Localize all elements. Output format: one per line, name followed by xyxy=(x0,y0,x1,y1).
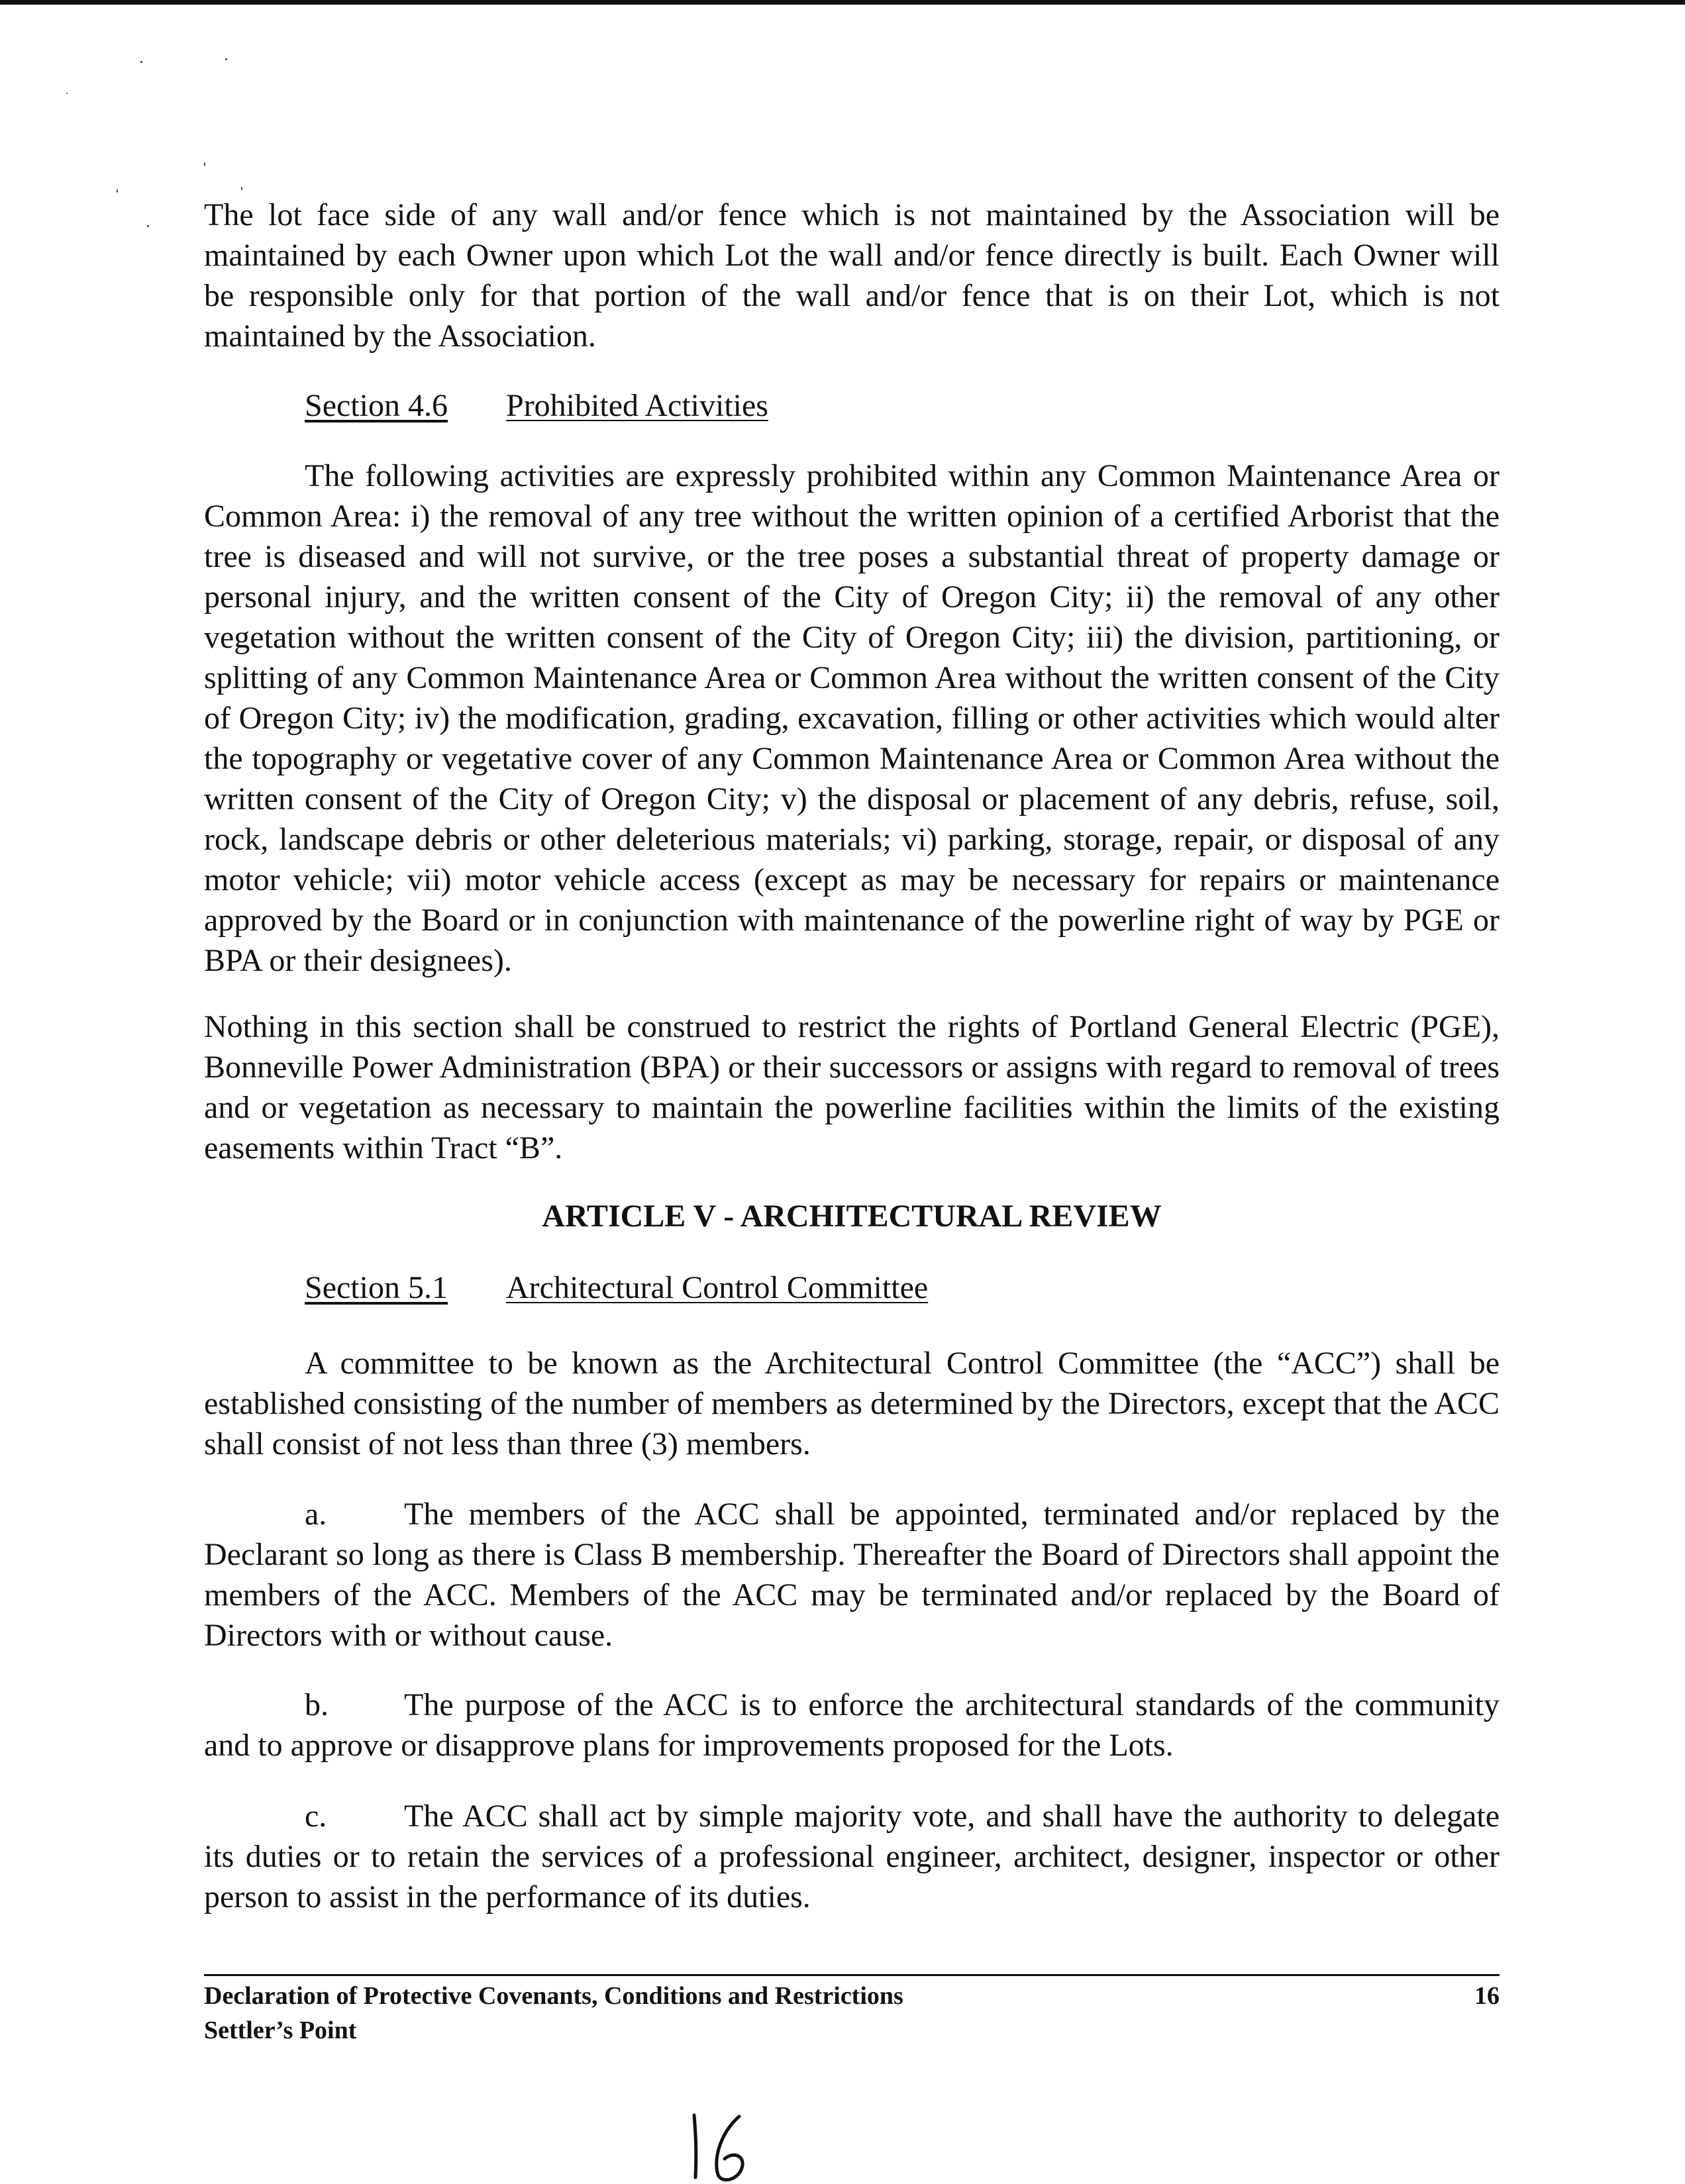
scan-speck xyxy=(204,162,205,166)
section-title: Prohibited Activities xyxy=(506,388,768,423)
list-marker: b. xyxy=(305,1687,329,1722)
section-4-6-paragraph-utility-rights: Nothing in this section shall be construed to restrict the rights of Portland General Electric (PGE), Bonneville Power Administration (BPA) or their successors or assigns with regard to removal of trees and or vegetation as necessary to maintain the powerline facilities within the limits of the existing easements within Tract “B”. xyxy=(204,1009,1500,1166)
article-heading: ARTICLE V - ARCHITECTURAL REVIEW xyxy=(542,1199,1162,1234)
section-number: Section 4.6 xyxy=(305,388,448,423)
section-4-6-heading xyxy=(305,385,768,426)
list-item-text: The members of the ACC shall be appointed, terminated and/or replaced by the Declarant so long as there is Class B membership. Thereafter the Board of Directors shall appoint the members of the ACC. Members of the ACC may be terminated and/or replaced by the Board of Directors with or without cause. xyxy=(204,1497,1500,1653)
footer-page-number: 16 xyxy=(1474,1982,1500,2010)
section-4-6-paragraph-prohibited-activities: The following activities are expressly prohibited within any Common Maintenance Area or Common Area: i) the removal of any tree without the written opinion of a certified Arborist that the tree is diseased and will not survive, or the tree poses a substantial threat of property damage or personal injury, and the written consent of the City of Oregon City; ii) the removal of any other vegetation without the written consent of the City of Oregon City; iii) the division, partitioning, or splitting of any Common Maintenance Area or Common Area without the written consent of the City of Oregon City; iv) the modification, grading, excavation, filling or other activities which would alter the topography or vegetative cover of any Common Maintenance Area or Common Area without the written consent of the City of Oregon City; v) the disposal or placement of any debris, refuse, soil, rock, landscape debris or other deleterious materials; vi) parking, storage, repair, or disposal of any motor vehicle; vii) motor vehicle access (except as may be necessary for repairs or maintenance approved by the Board or in conjunction with maintenance of the powerline right of way by PGE or BPA or their designees). xyxy=(204,458,1500,978)
section-number: Section 5.1 xyxy=(305,1270,448,1305)
handwritten-page-number xyxy=(682,2111,775,2184)
scan-speck xyxy=(241,187,242,190)
list-marker: c. xyxy=(305,1799,327,1834)
section-5-1-paragraph: A committee to be known as the Architectural Control Committee (the “ACC”) shall be established consisting of the number of members as determined by the Directors, except that the ACC shall consist of not less than three (3) members. xyxy=(204,1346,1500,1462)
list-item-text: The purpose of the ACC is to enforce the architectural standards of the community and to approve or disapprove plans for improvements proposed for the Lots. xyxy=(204,1687,1500,1763)
scan-speck xyxy=(140,61,142,63)
footer-document-title: Declaration of Protective Covenants, Conditions and Restrictions xyxy=(204,1982,903,2010)
footer-subdivision-name: Settler’s Point xyxy=(204,2016,357,2044)
section-5-1-heading xyxy=(305,1267,928,1308)
scan-speck xyxy=(147,225,149,227)
scan-speck xyxy=(117,189,118,193)
section-title: Architectural Control Committee xyxy=(506,1270,929,1305)
list-item-b xyxy=(204,1685,1500,1765)
list-marker: a. xyxy=(305,1497,327,1532)
scan-speck xyxy=(66,93,68,94)
footer-rule xyxy=(204,1974,1500,1976)
intro-paragraph: The lot face side of any wall and/or fence which is not maintained by the Association will be maintained by each Owner upon which Lot the wall and/or fence directly is built. Each Owner will be responsible only for that portion of the wall and/or fence that is on their Lot, which is not maintained by the Association. xyxy=(204,197,1500,354)
scan-speck xyxy=(225,58,227,60)
list-item-text: The ACC shall act by simple majority vote, and shall have the authority to delegate its duties or to retain the services of a professional engineer, architect, designer, inspector or other person to assist in the performance of its duties. xyxy=(204,1799,1500,1914)
list-item-c xyxy=(204,1796,1500,1917)
list-item-a xyxy=(204,1494,1500,1656)
scan-top-border xyxy=(0,0,1685,5)
